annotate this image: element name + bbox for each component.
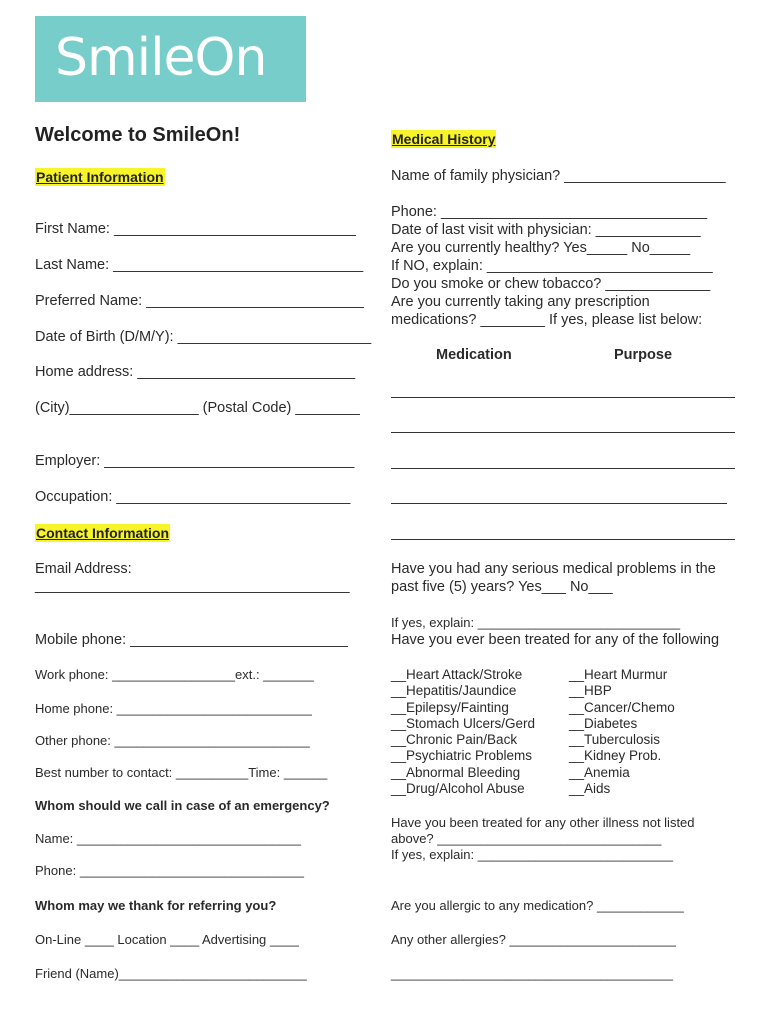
medication-line[interactable] [391, 397, 735, 398]
logo-text: SmileOn [55, 28, 267, 88]
friend-name-field[interactable]: Friend (Name)__________________________ [35, 966, 307, 981]
condition-item[interactable]: __Anemia [569, 764, 630, 780]
contact-information-header: Contact Information [36, 525, 169, 541]
other-illness-question: Have you been treated for any other illness not listed [391, 815, 695, 830]
condition-item[interactable]: __Chronic Pain/Back [391, 732, 518, 748]
allergic-medication-field[interactable]: Are you allergic to any medication? ____________ [391, 898, 684, 913]
email-field[interactable]: _______________________________________ [35, 578, 350, 594]
conditions-list-right[interactable] [569, 667, 675, 797]
condition-item[interactable]: __Psychiatric Problems [391, 748, 533, 764]
condition-item[interactable]: __Kidney Prob. [569, 748, 662, 764]
treated-question: Have you ever been treated for any of the following [391, 632, 720, 648]
medication-column-header: Medication [436, 347, 512, 363]
mobile-phone-field[interactable]: Mobile phone: ___________________________ [35, 632, 348, 648]
tobacco-field[interactable]: Do you smoke or chew tobacco? _____________ [391, 276, 711, 292]
medical-history-header: Medical History [392, 131, 496, 147]
serious-problems-field[interactable]: past five (5) years? Yes___ No___ [391, 579, 613, 595]
first-name-field[interactable]: First Name: ______________________________ [35, 221, 356, 237]
currently-healthy-field[interactable]: Are you currently healthy? Yes_____ No_____ [391, 240, 691, 256]
emergency-phone-field[interactable]: Phone: _______________________________ [35, 863, 304, 878]
other-illness-field[interactable]: above? _______________________________ [391, 831, 662, 846]
if-no-explain-field[interactable]: If NO, explain: ____________________________ [391, 258, 713, 274]
smileon-logo [35, 16, 306, 102]
condition-item[interactable]: __HBP [569, 683, 612, 699]
medication-line[interactable] [391, 468, 735, 469]
other-phone-field[interactable]: Other phone: ___________________________ [35, 733, 310, 748]
referral-question: Whom may we thank for referring you? [35, 898, 277, 913]
work-phone-field[interactable]: Work phone: _________________ext.: _______ [35, 667, 314, 682]
allergies-extra-line[interactable]: _______________________________________ [391, 966, 673, 981]
referral-options-field[interactable]: On-Line ____ Location ____ Advertising ____ [35, 932, 299, 947]
condition-item[interactable]: __Heart Attack/Stroke [391, 667, 523, 682]
date-of-birth-field[interactable]: Date of Birth (D/M/Y): ________________________ [35, 329, 372, 345]
best-number-field[interactable]: Best number to contact: __________Time: ______ [35, 765, 328, 780]
prescription-field[interactable]: medications? ________ If yes, please list below: [391, 312, 703, 328]
welcome-title: Welcome to SmileOn! [35, 124, 241, 146]
condition-item[interactable]: __Diabetes [569, 715, 638, 731]
preferred-name-field[interactable]: Preferred Name: ___________________________ [35, 293, 364, 309]
family-physician-field[interactable]: Name of family physician? ____________________ [391, 168, 726, 184]
other-allergies-field[interactable]: Any other allergies? _______________________ [391, 932, 676, 947]
home-address-field[interactable]: Home address: ___________________________ [35, 364, 356, 380]
medication-line[interactable] [391, 539, 735, 540]
home-phone-field[interactable]: Home phone: ___________________________ [35, 701, 312, 716]
physician-phone-field[interactable]: Phone: _________________________________ [391, 204, 708, 220]
condition-item[interactable]: __Epilepsy/Fainting [391, 699, 509, 715]
city-postal-field[interactable]: (City)________________ (Postal Code) ________ [35, 400, 360, 416]
other-illness-explain-field[interactable]: If yes, explain: ___________________________ [391, 847, 673, 862]
medication-line[interactable] [391, 503, 727, 504]
emergency-name-field[interactable]: Name: _______________________________ [35, 831, 302, 846]
patient-information-header: Patient Information [36, 169, 164, 185]
occupation-field[interactable]: Occupation: _____________________________ [35, 489, 351, 505]
medication-line[interactable] [391, 432, 735, 433]
conditions-list-left[interactable] [391, 667, 535, 797]
condition-item[interactable]: __Abnormal Bleeding [391, 764, 521, 780]
condition-item[interactable]: __Cancer/Chemo [569, 699, 675, 715]
emergency-contact-question: Whom should we call in case of an emergency? [35, 798, 330, 813]
employer-field[interactable]: Employer: _______________________________ [35, 453, 355, 469]
condition-item[interactable]: __Stomach Ulcers/Gerd [391, 715, 536, 731]
purpose-column-header: Purpose [614, 347, 673, 363]
prescription-question: Are you currently taking any prescription [391, 294, 650, 310]
condition-item[interactable]: __Drug/Alcohol Abuse [391, 781, 525, 797]
last-name-field[interactable]: Last Name: _______________________________ [35, 257, 364, 273]
condition-item[interactable]: __Aids [569, 781, 611, 797]
condition-item[interactable]: __Tuberculosis [569, 732, 661, 748]
last-visit-field[interactable]: Date of last visit with physician: _____________ [391, 222, 701, 238]
if-yes-explain-field[interactable]: If yes, explain: ____________________________ [391, 615, 681, 630]
serious-problems-question: Have you had any serious medical problems in the [391, 561, 716, 577]
condition-item[interactable]: __Heart Murmur [569, 667, 668, 682]
condition-item[interactable]: __Hepatitis/Jaundice [391, 683, 517, 699]
email-label: Email Address: [35, 561, 132, 577]
